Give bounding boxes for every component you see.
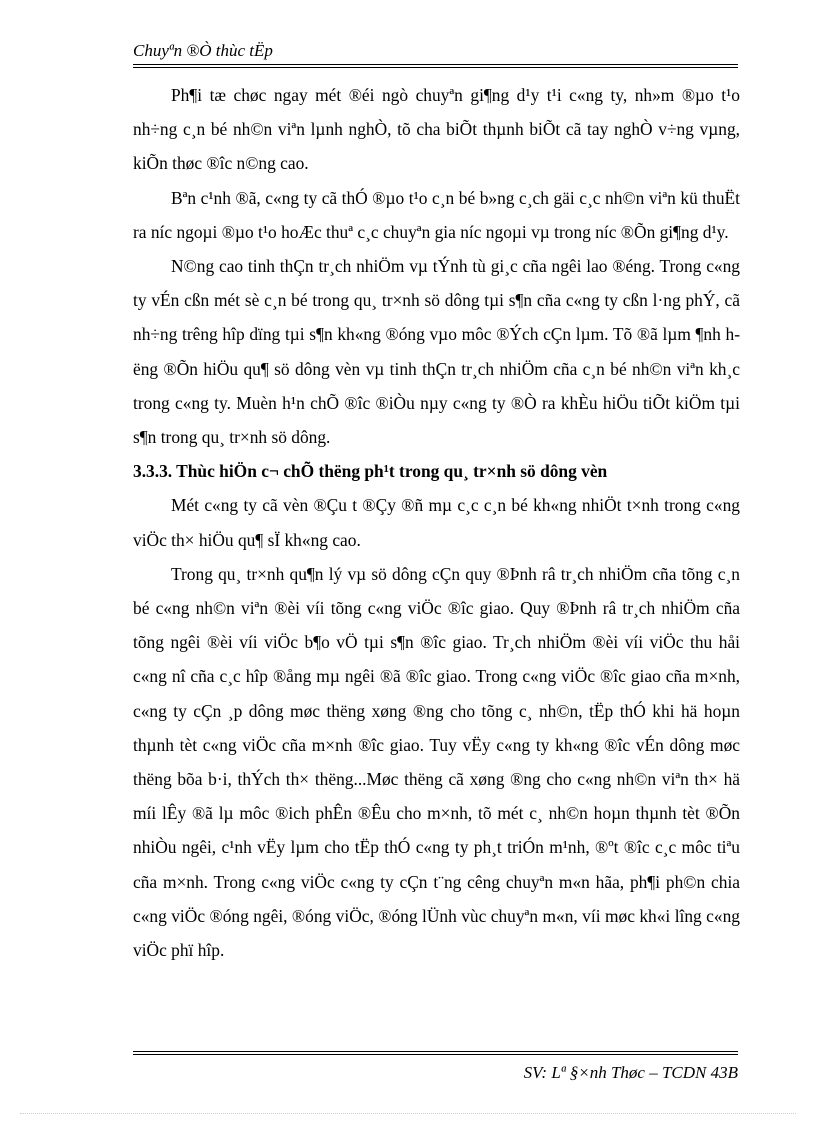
paragraph-training: Ph¶i tæ chøc ngay mét ®éi ngò chuyªn gi¶ng d¹y t¹i c«ng ty, nh»m ®µo t¹o nh÷ng c¸n bé nh©n viªn lµnh nghÒ, tõ cha biÕt thµnh biÕt cã tay nghÒ v÷ng vµng, kiÕn thøc ®îc n©ng cao. [133,85,740,174]
footer-rule-bottom [133,1054,738,1055]
page-header [133,40,738,68]
page-footer [133,1051,738,1091]
footer-rule-top [133,1051,738,1052]
section-heading: 3.3.3. Thùc hiÖn c¬ chÕ thëng ph¹t trong qu¸ tr×nh sö dông vèn [133,461,608,482]
paragraph-staff-training-abroad: Bªn c¹nh ®ã, c«ng ty cã thÓ ®µo t¹o c¸n bé b»ng c¸ch gäi c¸c nh©n viªn kü thuËt ra níc ngoµi ®µo t¹o hoÆc thuª c¸c chuyªn gia níc ngoµi vµ trong níc ®Õn gi¶ng d¹y. [133,187,740,242]
header-rule-top [133,64,738,65]
page-bottom-edge [20,1113,796,1114]
footer-author: SV: Lª §×nh Thøc – TCDN 43B [523,1063,738,1082]
paragraph-capital-investment: Mét c«ng ty cã vèn ®Çu t ®Çy ®ñ mµ c¸c c¸n bé kh«ng nhiÖt t×nh trong c«ng viÖc th× hiÖu qu¶ sÏ kh«ng cao. [133,495,740,550]
header-rule-bottom [133,67,738,68]
header-title: Chuyªn ®Ò thùc tËp [133,41,273,60]
paragraph-management-rules: Trong qu¸ tr×nh qu¶n lý vµ sö dông cÇn quy ®Þnh râ tr¸ch nhiÖm cña tõng c¸n bé c«ng nh©n viªn ®èi víi tõng c«ng viÖc ®îc giao. Quy ®Þnh râ tr¸ch nhiÖm cña tõng ngêi ®èi víi viÖc b¶o vÖ tµi s¶n ®îc giao. Tr¸ch nhiÖm ®èi víi viÖc thu håi c«ng nî cña c¸c hîp ®ång mµ ngêi ®ã ®îc giao. Trong c«ng viÖc ®îc giao cña m×nh, c«ng ty cÇn ¸p dông møc thëng xøng ®ng cho tõng c¸ nh©n, tËp thÓ khi hä hoµn thµnh tèt c«ng viÖc cña m×nh ®îc giao. Tuy vËy c«ng ty kh«ng ®îc vÉn dông møc thëng bõa b·i, thÝch th× thëng...Møc thëng cã xøng ®ng cho c«ng nh©n viªn th× hä míi lÊy ®ã lµ môc ®ich phÊn ®Êu cho m×nh, tõ mét c¸ nh©n hoµn thµnh tèt ®Õn nhiÒu ngêi, c¹nh vËy lµm cho tËp thÓ c«ng ty ph¸t triÓn m¹nh, ®ºt ®îc c¸c môc tiªu cña m×nh. Trong c«ng viÖc c«ng ty cÇn t¨ng cêng chuyªn m«n hãa, ph¶i ph©n chia c«ng viÖc ®óng ngêi, ®óng viÖc, ®óng lÜnh vùc chuyªn m«n, víi møc kh«i lîng c«ng viÖc phï hîp. [133,563,740,961]
document-body [133,78,740,967]
paragraph-responsibility: N©ng cao tinh thÇn tr¸ch nhiÖm vµ tÝnh tù gi¸c cña ngêi lao ®éng. Trong c«ng ty vÉn cßn mét sè c¸n bé trong qu¸ tr×nh sö dông tµi s¶n cña c«ng ty cßn l·ng phÝ, cã nh÷ng trêng hîp dïng tµi s¶n kh«ng ®óng vµo môc ®Ých cÇn lµm. Tõ ®ã lµm ¶nh hëng ®Õn hiÖu qu¶ sö dông vèn vµ tinh thÇn tr¸ch nhiÖm cña c¸n bé nh©n viªn kh¸c trong c«ng ty. Muèn h¹n chÕ ®îc ®iÒu nµy c«ng ty ®Ò ra khÈu hiÖu tiÕt kiÖm tµi s¶n trong qu¸ tr×nh sö dông. [133,256,740,448]
